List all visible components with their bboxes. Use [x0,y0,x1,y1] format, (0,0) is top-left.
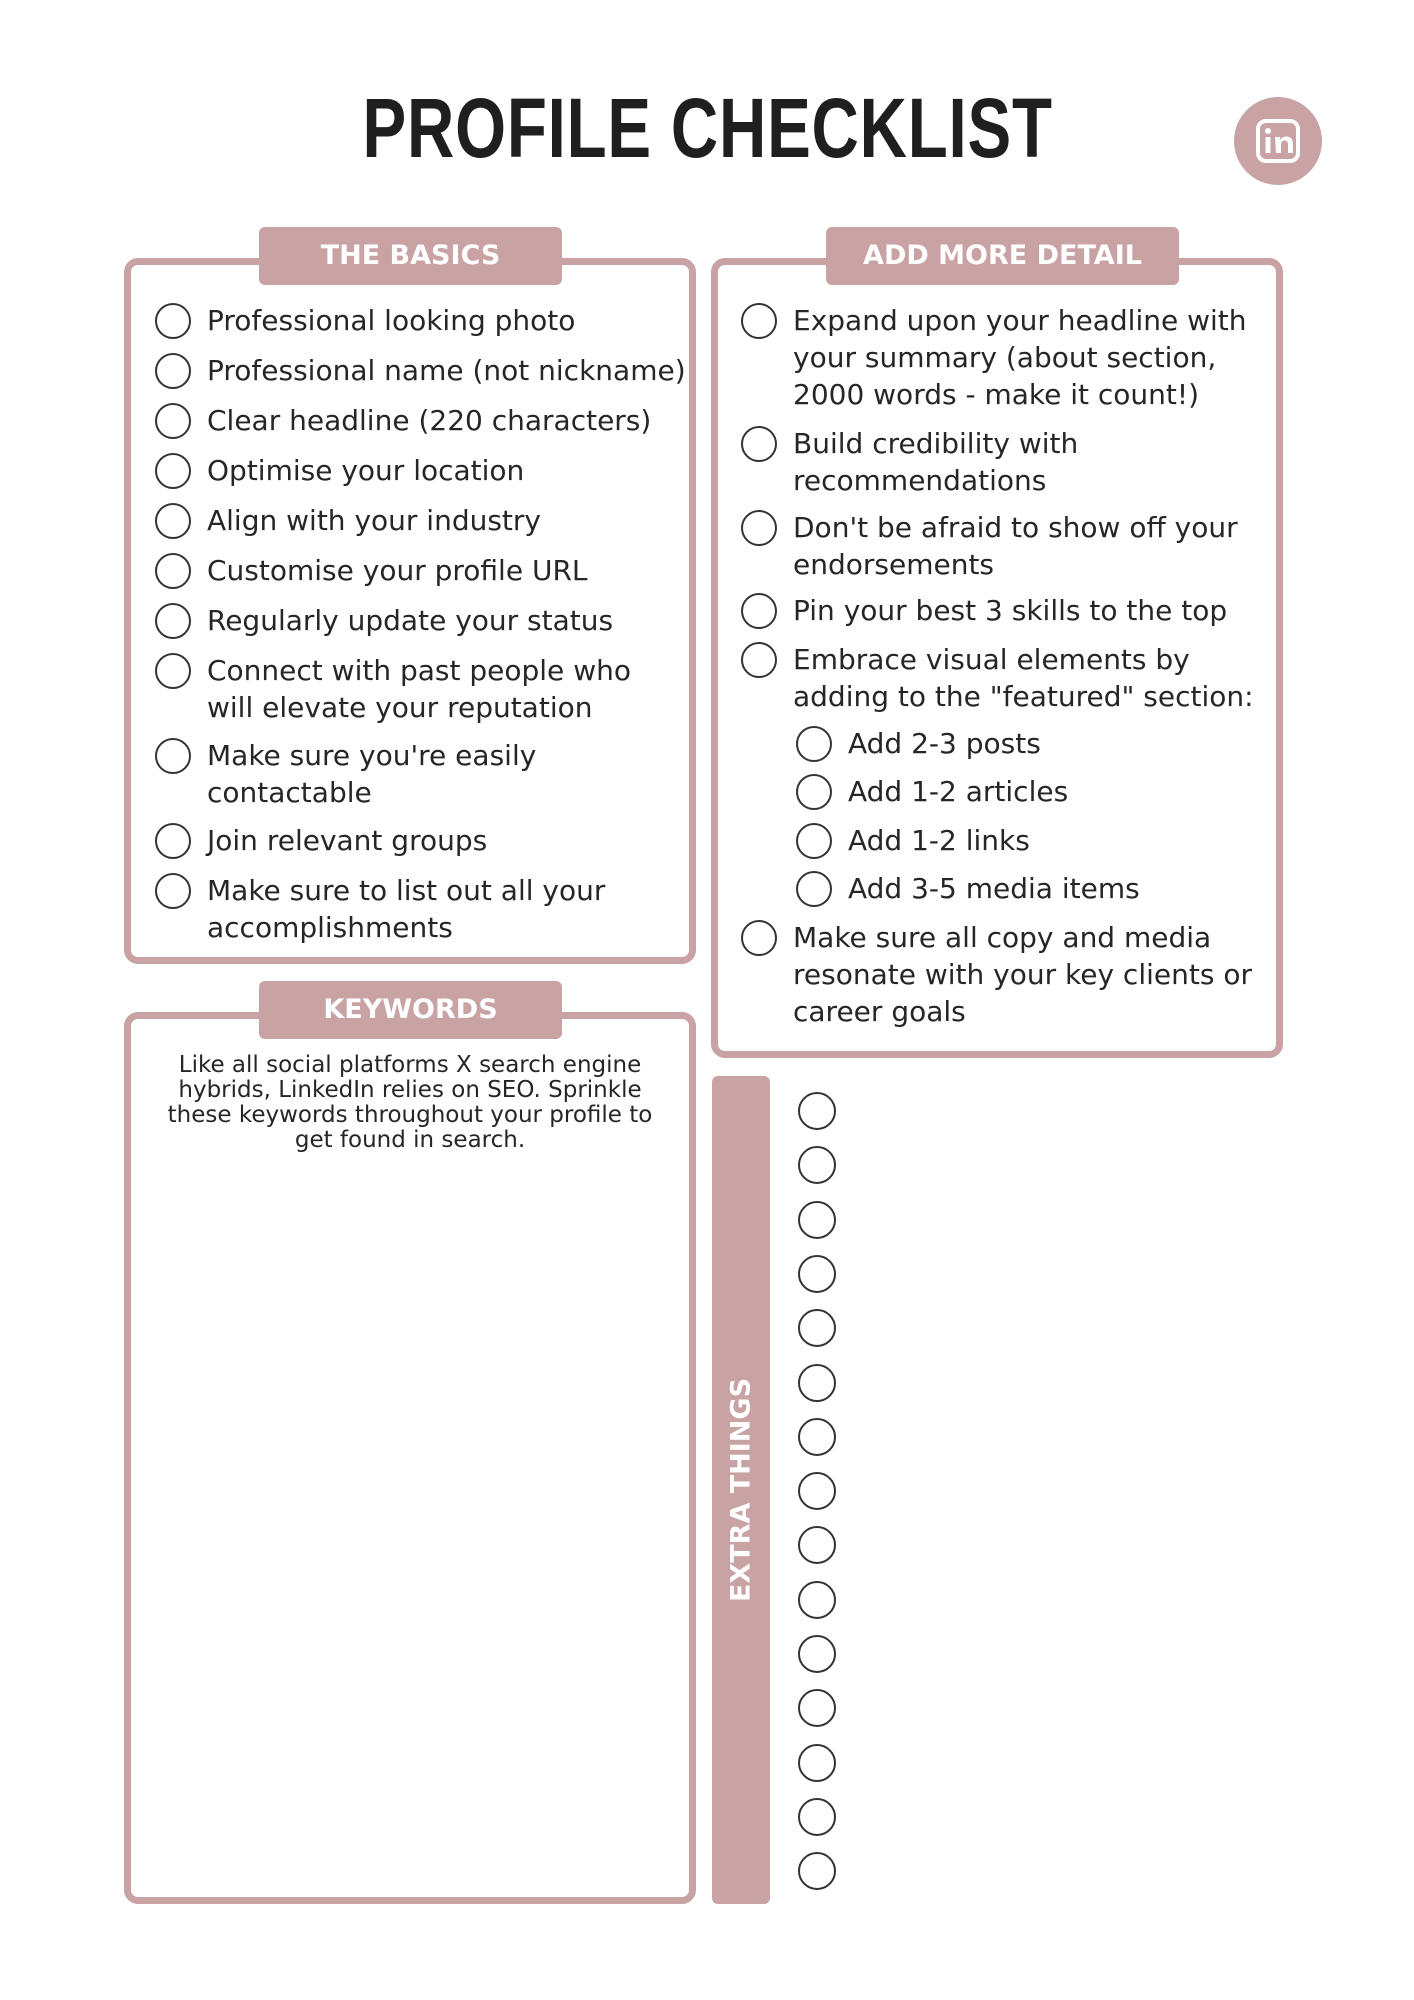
detail-heading: ADD MORE DETAIL [826,227,1179,285]
checkbox[interactable] [155,553,191,589]
extra-checkbox[interactable] [798,1472,836,1510]
checkbox[interactable] [741,426,777,462]
checklist-item-label: Make sure to list out all your accomplishments [207,874,606,944]
checklist-item-label: Connect with past people who will elevate your reputation [207,654,631,724]
extra-checkbox[interactable] [798,1255,836,1293]
linkedin-badge[interactable] [1234,97,1322,185]
extra-checkbox[interactable] [798,1092,836,1130]
checklist-item-label: Expand upon your headline with your summary (about section, 2000 words - make it count!) [793,304,1247,411]
checkbox[interactable] [741,510,777,546]
keywords-heading: KEYWORDS [259,981,562,1039]
checklist-item-label: Don't be afraid to show off your endorsements [793,511,1238,581]
checkbox[interactable] [796,823,832,859]
checklist-item-label: Customise your profile URL [207,554,588,587]
extra-checkbox[interactable] [798,1689,836,1727]
extra-checkbox[interactable] [798,1309,836,1347]
extra-checkbox[interactable] [798,1635,836,1673]
checklist-item-label: Embrace visual elements by adding to the "featured" section: [793,643,1254,713]
checkbox[interactable] [155,353,191,389]
basics-heading: THE BASICS [259,227,562,285]
checklist-item-label: Professional looking photo [207,304,576,337]
checkbox[interactable] [741,303,777,339]
checklist-item-label: Optimise your location [207,454,525,487]
extra-checkbox[interactable] [798,1364,836,1402]
checkbox[interactable] [155,823,191,859]
page-title: PROFILE CHECKLIST [362,81,1053,175]
checklist-item-label: Regularly update your status [207,604,614,637]
checkbox[interactable] [741,920,777,956]
checklist-item-label: Add 1-2 articles [848,775,1069,808]
extra-checkbox[interactable] [798,1581,836,1619]
extra-checkbox[interactable] [798,1526,836,1564]
checklist-item-label: Make sure all copy and media resonate with your key clients or career goals [793,921,1252,1028]
checkbox[interactable] [155,503,191,539]
checkbox[interactable] [155,403,191,439]
extra-checkbox[interactable] [798,1418,836,1456]
checkbox[interactable] [155,603,191,639]
checklist-item-label: Professional name (not nickname) [207,354,686,387]
checklist-item-label: Add 2-3 posts [848,727,1041,760]
checklist-item-label: Add 3-5 media items [848,872,1140,905]
extra-checkbox[interactable] [798,1201,836,1239]
checklist-item-label: Build credibility with recommendations [793,427,1079,497]
checklist-item-label: Align with your industry [207,504,541,537]
checklist-item-label: Pin your best 3 skills to the top [793,594,1228,627]
extra-checkbox[interactable] [798,1744,836,1782]
extra-checkbox[interactable] [798,1852,836,1890]
checkbox[interactable] [796,726,832,762]
checkbox[interactable] [155,453,191,489]
checklist-item-label: Clear headline (220 characters) [207,404,652,437]
extra-checkbox[interactable] [798,1798,836,1836]
checklist-item-label: Join relevant groups [207,824,488,857]
checkbox[interactable] [796,871,832,907]
checkbox[interactable] [155,738,191,774]
checkbox[interactable] [741,642,777,678]
extra-things-heading: EXTRA THINGS [725,1377,757,1603]
checkbox[interactable] [155,873,191,909]
extra-checkbox[interactable] [798,1146,836,1184]
checklist-item-label: Add 1-2 links [848,824,1030,857]
checkbox[interactable] [155,653,191,689]
checklist-item-label: Make sure you're easily contactable [207,739,537,809]
linkedin-icon [1234,97,1322,185]
checkbox[interactable] [155,303,191,339]
checkbox[interactable] [796,774,832,810]
keywords-description: Like all social platforms X search engine hybrids, LinkedIn relies on SEO. Sprinkle these keywords throughout your profile to get found in search. [167,1052,653,1153]
checkbox[interactable] [741,593,777,629]
